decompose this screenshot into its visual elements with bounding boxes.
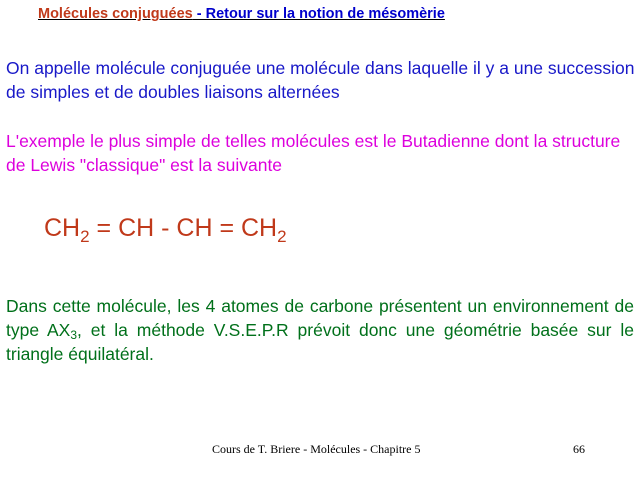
- formula-subscript-right: 2: [277, 227, 287, 246]
- slide-title: [38, 6, 445, 22]
- title-topic: Molécules conjuguées: [38, 6, 193, 22]
- butadiene-lewis-formula: [44, 214, 287, 246]
- definition-paragraph: On appelle molécule conjuguée une molécule dans laquelle il y a une succession de simples et de doubles liaisons alternées: [6, 58, 635, 102]
- example-paragraph: L'exemple le plus simple de telles molécules est le Butadienne dont la structure de Lewis "classique" est la suivante: [6, 131, 621, 175]
- explanation-paragraph: [6, 294, 634, 366]
- explanation-text-before: Dans cette molécule, les 4 atomes de carbone présentent un environnement de type AX: [6, 296, 634, 340]
- footer-course-label: Cours de T. Briere - Molécules - Chapitre 5: [212, 442, 421, 456]
- formula-subscript-left: 2: [80, 227, 90, 246]
- explanation-text-after: , et la méthode V.S.E.P.R prévoit donc une géométrie basée sur le triangle équilatéral.: [6, 320, 634, 364]
- explanation-subscript: 3: [70, 328, 78, 342]
- formula-middle: = CH - CH =: [89, 214, 241, 242]
- page-number: 66: [573, 442, 585, 456]
- formula-ch-left: CH: [44, 214, 81, 242]
- title-subtopic: - Retour sur la notion de mésomèrie: [192, 6, 445, 22]
- formula-ch-right: CH: [241, 214, 278, 242]
